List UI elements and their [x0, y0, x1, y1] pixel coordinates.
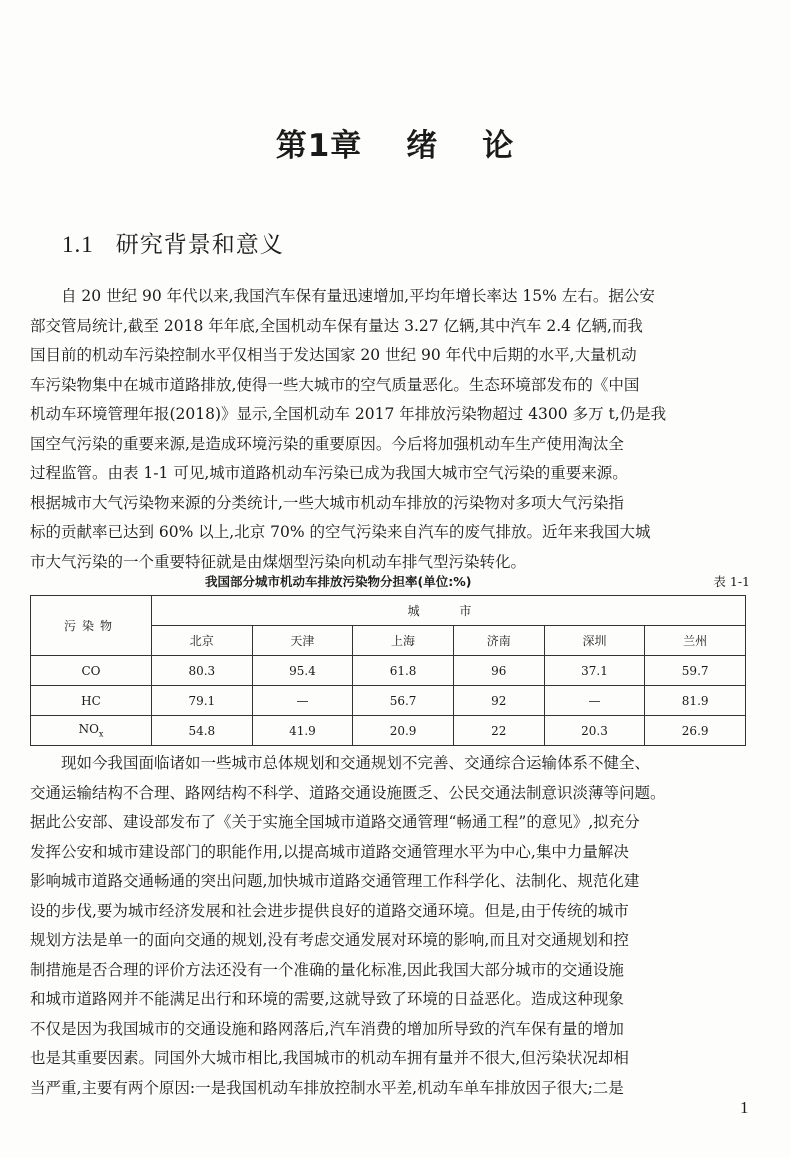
table-cell: 54.8	[152, 716, 253, 746]
table-cell: 22	[453, 716, 544, 746]
text-line: 制措施是否合理的评价方法还没有一个准确的量化标准,因此我国大部分城市的交通设施	[30, 960, 624, 979]
paragraph-1	[30, 282, 758, 577]
text-line: 过程监管。由表 1-1 可见,城市道路机动车污染已成为我国大城市空气污染的重要来源。	[30, 464, 628, 482]
section-title	[62, 226, 284, 259]
text-line: 自 20 世纪 90 年代以来,我国汽车保有量迅速增加,平均年增长率达 15% 左右。据公安	[61, 287, 655, 305]
table-cell: 81.9	[645, 686, 746, 716]
city-header-cell: 济南	[453, 626, 544, 656]
city-header-cell: 北京	[152, 626, 253, 656]
chapter-title	[0, 120, 790, 165]
table-cell: 26.9	[645, 716, 746, 746]
pollutant-name: NO	[78, 722, 99, 737]
text-line: 据此公安部、建设部发布了《关于实施全国城市道路交通管理“畅通工程”的意见》,拟充分	[30, 813, 640, 831]
text-line: 也是其重要因素。同国外大城市相比,我国城市的机动车拥有量并不很大,但污染状况却相	[30, 1049, 629, 1067]
table-cell: 56.7	[353, 686, 454, 716]
pollutant-name: CO	[81, 663, 101, 678]
table-cell: 61.8	[353, 656, 454, 686]
table-cell: 59.7	[645, 656, 746, 686]
header-pollutant: 污染物	[31, 596, 152, 656]
text-line: 现如今我国面临诸如一些城市总体规划和交通规划不完善、交通综合运输体系不健全、	[61, 754, 651, 772]
table-cell: 37.1	[544, 656, 645, 686]
text-line: 影响城市道路交通畅通的突出问题,加快城市道路交通管理工作科学化、法制化、规范化建	[30, 872, 640, 890]
text-line: 部交管局统计,截至 2018 年年底,全国机动车保有量达 3.27 亿辆,其中汽车 2.4 亿辆,而我	[30, 316, 643, 335]
section-number: 1.1	[62, 232, 94, 257]
city-header-cell: 天津	[252, 626, 353, 656]
table-cell: 79.1	[152, 686, 253, 716]
table-cell: 96	[453, 656, 544, 686]
chapter-title-part1: 绪	[406, 128, 439, 164]
text-line: 国目前的机动车污染控制水平仅相当于发达国家 20 世纪 90 年代中后期的水平,大量机动	[30, 346, 637, 364]
table-cell: 41.9	[252, 716, 353, 746]
table-caption-text: 我国部分城市机动车排放污染物分担率(单位:%)	[205, 574, 472, 589]
text-line: 不仅是因为我国城市的交通设施和路网落后,汽车消费的增加所导致的汽车保有量的增加	[30, 1019, 624, 1038]
page-number: 1	[740, 1098, 749, 1117]
paragraph-2	[30, 749, 758, 1103]
table-cell: 80.3	[152, 656, 253, 686]
pollutant-name: HC	[81, 693, 101, 708]
table-cell: 20.9	[353, 716, 454, 746]
city-header-cell: 兰州	[645, 626, 746, 656]
chapter-title-part2: 论	[482, 128, 515, 164]
pollutant-subscript: x	[98, 729, 104, 739]
text-line: 当严重,主要有两个原因:一是我国机动车排放控制水平差,机动车单车排放因子很大;二是	[30, 1078, 624, 1097]
text-line: 发挥公安和城市建设部门的职能作用,以提高城市道路交通管理水平为中心,集中力量解决	[30, 842, 629, 861]
section-title-text: 研究背景和意义	[115, 232, 284, 258]
text-line: 机动车环境管理年报(2018)》显示,全国机动车 2017 年排放污染物超过 4300 多万 t,仍是我	[30, 405, 667, 423]
text-line: 国空气污染的重要来源,是造成环境污染的重要原因。今后将加强机动车生产使用淘汰全	[30, 434, 624, 453]
pollutant-name-cell	[31, 716, 152, 746]
table-id: 表 1-1	[713, 574, 750, 589]
table-row	[31, 686, 746, 716]
header-city: 城 市	[152, 596, 746, 626]
table-cell: —	[544, 686, 645, 716]
text-line: 车污染物集中在城市道路排放,使得一些大城市的空气质量恶化。生态环境部发布的《中国	[30, 375, 640, 394]
chapter-number: 第1章	[275, 128, 363, 164]
text-line: 标的贡献率已达到 60% 以上,北京 70% 的空气污染来自汽车的废气排放。近年来我国大城	[30, 523, 651, 541]
text-line: 市大气污染的一个重要特征就是由煤烟型污染向机动车排气型污染转化。	[30, 552, 527, 571]
city-header-cell: 深圳	[544, 626, 645, 656]
text-line: 设的步伐,要为城市经济发展和社会进步提供良好的道路交通环境。但是,由于传统的城市	[30, 901, 629, 920]
text-line: 和城市道路网并不能满足出行和环境的需要,这就导致了环境的日益恶化。造成这种现象	[30, 990, 624, 1008]
table-row	[31, 656, 746, 686]
table-row	[31, 716, 746, 746]
text-line: 根据城市大气污染物来源的分类统计,一些大城市机动车排放的污染物对多项大气污染指	[30, 493, 624, 512]
text-line: 规划方法是单一的面向交通的规划,没有考虑交通发展对环境的影响,而且对交通规划和控	[30, 931, 629, 949]
table-cell: 92	[453, 686, 544, 716]
table-cell: —	[252, 686, 353, 716]
table-cell: 95.4	[252, 656, 353, 686]
table-cell: 20.3	[544, 716, 645, 746]
table-header-row	[31, 596, 746, 626]
pollutant-name-cell	[31, 656, 152, 686]
pollutant-table	[30, 595, 746, 746]
pollutant-name-cell	[31, 686, 152, 716]
city-header-cell: 上海	[353, 626, 454, 656]
text-line: 交通运输结构不合理、路网结构不科学、道路交通设施匮乏、公民交通法制意识淡薄等问题。	[30, 783, 666, 802]
